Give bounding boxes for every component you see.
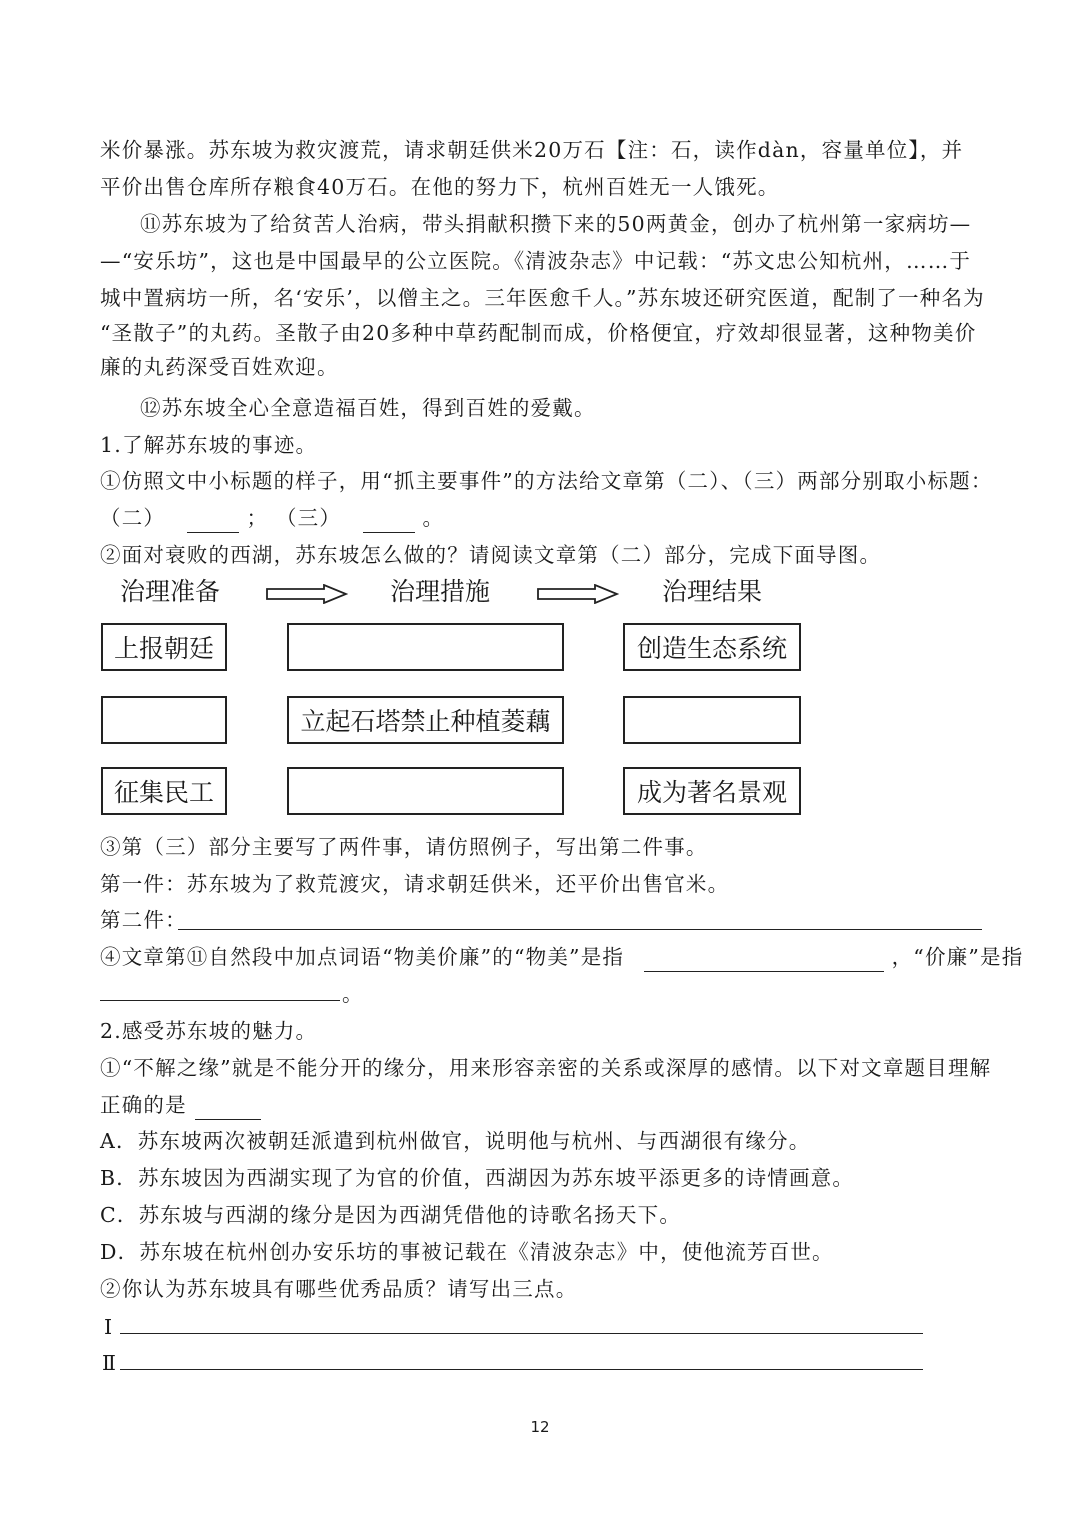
- paragraph-12: ⑫苏东坡全心全意造福百姓，得到百姓的爱戴。: [140, 396, 596, 420]
- flow-box-result-3: 成为著名景观: [623, 767, 801, 815]
- passage-line: “圣散子”的丸药。圣散子由20多种中草药配制而成，价格便宜，疗效却很显著，这种物美价: [100, 321, 977, 345]
- passage-line: 城中置病坊一所，名‘安乐’，以僧主之。三年医愈千人。”苏东坡还研究医道，配制了一种名为: [100, 286, 985, 310]
- item-label-1: Ⅰ: [104, 1315, 114, 1339]
- answer-blank-choice[interactable]: [195, 1097, 261, 1120]
- second-event-label: 第二件：: [100, 908, 187, 932]
- period: 。: [422, 506, 445, 530]
- flow-heading-measures: 治理措施: [390, 577, 491, 606]
- label-part-two: （二）: [100, 506, 166, 530]
- answer-blank-part-two[interactable]: [187, 510, 239, 533]
- first-event: 第一件：苏东坡为了救荒渡灾，请求朝廷供米，还平价出售官米。: [100, 872, 730, 896]
- flow-box-prep-1: 上报朝廷: [101, 623, 227, 671]
- question-1-2: ②面对衰败的西湖，苏东坡怎么做的？请阅读文章第（二）部分，完成下面导图。: [100, 543, 882, 567]
- question-2-1: ①“不解之缘”就是不能分开的缘分，用来形容亲密的关系或深厚的感情。以下对文章题目理解: [100, 1056, 992, 1080]
- paragraph-11: ⑪苏东坡为了给贫苦人治病，带头捐献积攒下来的50两黄金，创办了杭州第一家病坊—: [140, 212, 972, 236]
- flow-heading-results: 治理结果: [662, 577, 763, 606]
- flow-box-result-2-blank[interactable]: [623, 696, 801, 744]
- passage-line: 米价暴涨。苏东坡为救灾渡荒，请求朝廷供米20万石【注：石，读作dàn，容量单位】，并: [100, 138, 964, 162]
- question-1-4-text-a: ④文章第⑪自然段中加点词语“物美价廉”的“物美”是指: [100, 945, 625, 969]
- question-1-4: [100, 942, 1023, 972]
- flow-box-measure-3-blank[interactable]: [287, 767, 564, 815]
- passage-line: —“安乐坊”，这也是中国最早的公立医院。《清波杂志》中记载：“苏文忠公知杭州，……于: [100, 249, 972, 273]
- answer-blank-part-three[interactable]: [363, 510, 415, 533]
- question-2-1-text: 正确的是: [100, 1093, 187, 1117]
- option-b[interactable]: B．苏东坡因为西湖实现了为官的价值，西湖因为苏东坡平添更多的诗情画意。: [100, 1166, 855, 1190]
- flow-box-result-1: 创造生态系统: [623, 623, 801, 671]
- label-part-three: （三）: [275, 506, 342, 530]
- question-1-3: ③第（三）部分主要写了两件事，请仿照例子，写出第二件事。: [100, 835, 708, 859]
- option-d[interactable]: D．苏东坡在杭州创办安乐坊的事被记载在《清波杂志》中，使他流芳百世。: [100, 1240, 834, 1264]
- option-a[interactable]: A．苏东坡两次被朝廷派遣到杭州做官，说明他与杭州、与西湖很有缘分。: [100, 1129, 811, 1153]
- answer-blank-wumei[interactable]: [644, 949, 884, 972]
- flow-box-measure-1-blank[interactable]: [287, 623, 564, 671]
- separator: ；: [246, 506, 269, 530]
- passage-line: 平价出售仓库所存粮食40万石。在他的努力下，杭州百姓无一人饿死。: [100, 175, 780, 199]
- question-1-title: 1.了解苏东坡的事迹。: [100, 433, 318, 457]
- period: 。: [342, 982, 364, 1006]
- answer-line-quality-1[interactable]: [120, 1333, 923, 1334]
- flow-box-prep-2-blank[interactable]: [101, 696, 227, 744]
- flow-heading-preparation: 治理准备: [120, 577, 221, 606]
- second-event-answer-line[interactable]: [178, 929, 982, 930]
- answer-blank-jialian[interactable]: [100, 1000, 340, 1001]
- question-1-4-text-b: ，“价廉”是指: [891, 945, 1024, 969]
- question-2-2: ②你认为苏东坡具有哪些优秀品质？请写出三点。: [100, 1277, 578, 1301]
- page-number: 12: [530, 1418, 550, 1436]
- right-arrow-icon: [266, 584, 348, 604]
- item-label-2: Ⅱ: [102, 1351, 118, 1375]
- answer-line-quality-2[interactable]: [120, 1369, 923, 1370]
- option-c[interactable]: C．苏东坡与西湖的缘分是因为西湖凭借他的诗歌名扬天下。: [100, 1203, 682, 1227]
- question-1-1-answer-row: [100, 503, 444, 533]
- right-arrow-icon: [537, 584, 619, 604]
- question-2-title: 2.感受苏东坡的魅力。: [100, 1019, 318, 1043]
- flow-box-measure-2: 立起石塔禁止种植菱藕: [287, 696, 564, 744]
- flow-box-prep-3: 征集民工: [101, 767, 227, 815]
- passage-line: 廉的丸药深受百姓欢迎。: [100, 355, 339, 379]
- question-2-1-prompt: [100, 1090, 261, 1120]
- question-1-1: ①仿照文中小标题的样子，用“抓主要事件”的方法给文章第（二）、（三）两部分别取小标题：: [100, 469, 993, 493]
